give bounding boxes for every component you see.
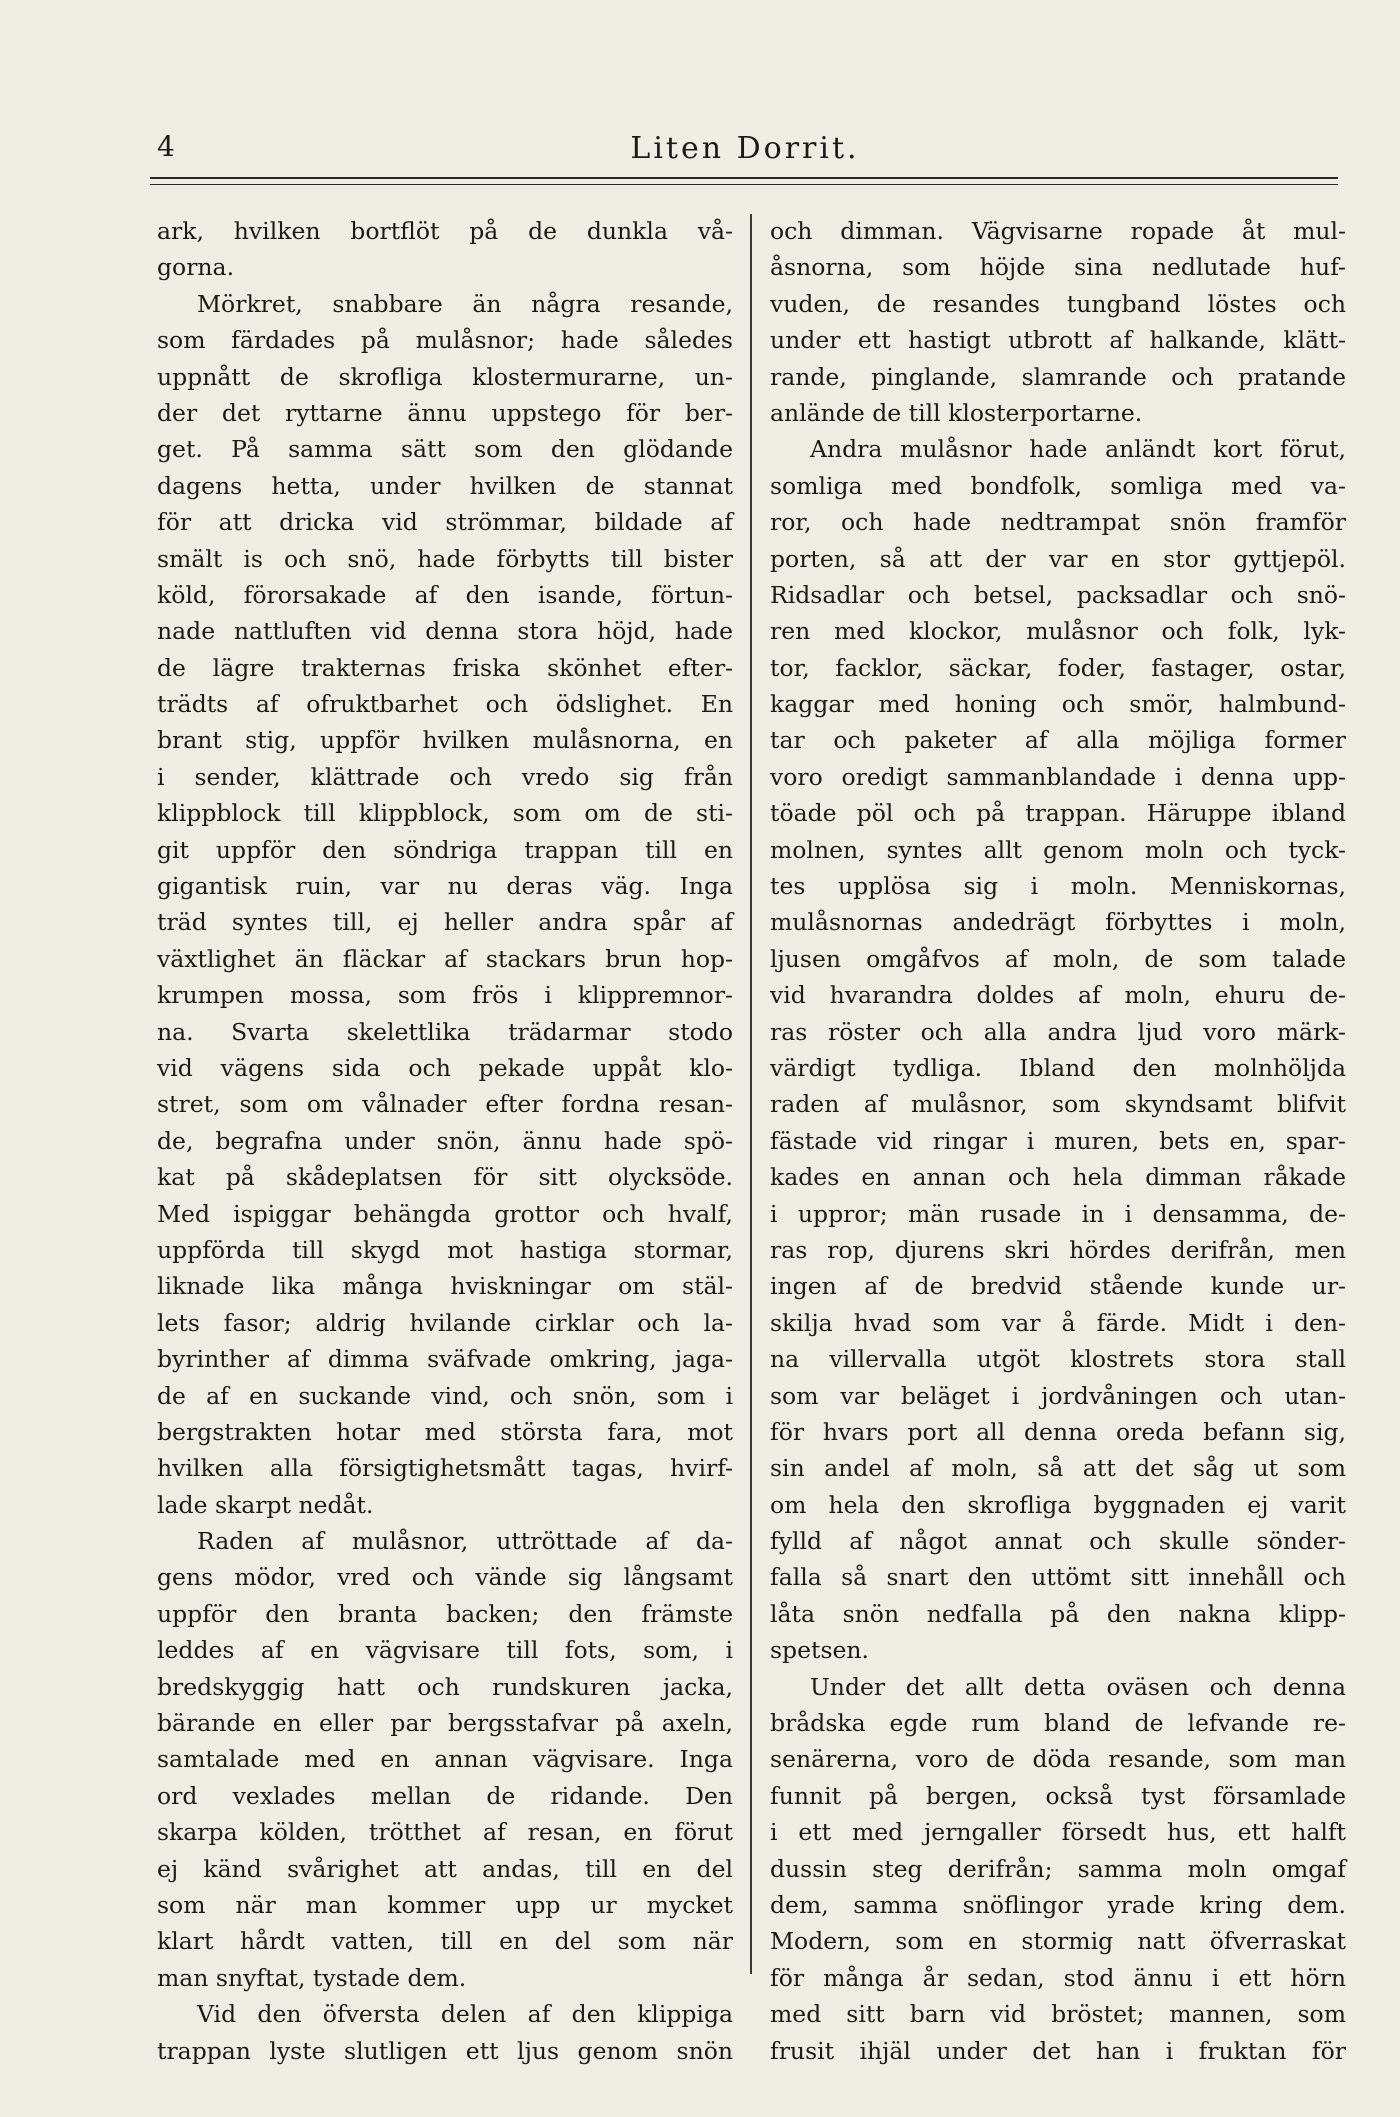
text-line: gens mödor, vred och vände sig långsamt [157, 1563, 733, 1592]
text-line: smält is och snö, hade förbytts till bister [157, 544, 733, 573]
text-line: om hela den skrofliga byggnaden ej varit [770, 1490, 1346, 1519]
text-line: skilja hvad som var å färde. Midt i den- [770, 1308, 1346, 1337]
text-line: köld, förorsakade af den isande, förtun- [157, 580, 733, 609]
text-line: för hvars port all denna oreda befann sig, [770, 1417, 1346, 1446]
text-line: som färdades på mulåsnor; hade således [157, 326, 733, 355]
text-line: de, begrafna under snön, ännu hade spö- [157, 1126, 733, 1155]
text-line: ren med klockor, mulåsnor och folk, lyk- [770, 617, 1346, 646]
text-line: töade pöl och på trappan. Häruppe ibland [770, 799, 1346, 828]
text-line: uppförda till skygd mot hastiga stormar, [157, 1235, 733, 1264]
text-line: vid vägens sida och pekade uppåt klo- [157, 1053, 733, 1082]
text-line: hvilken alla försigtighetsmått tagas, hvirf- [157, 1454, 733, 1483]
text-line: samtalade med en annan vägvisare. Inga [157, 1745, 733, 1774]
text-line: trappan lyste slutligen ett ljus genom snön [157, 2036, 733, 2065]
text-line: bredskyggig hatt och rundskuren jacka, [157, 1672, 733, 1701]
text-line: vuden, de resandes tungband löstes och [770, 289, 1346, 318]
text-line: molnen, syntes allt genom moln och tyck- [770, 835, 1346, 864]
text-line: brådska egde rum bland de lefvande re- [770, 1709, 1346, 1738]
text-line: ror, och hade nedtrampat snön framför [770, 508, 1346, 537]
text-line: gigantisk ruin, var nu deras väg. Inga [157, 872, 733, 901]
text-line: nade nattluften vid denna stora höjd, hade [157, 617, 733, 646]
text-line: ark, hvilken bortflöt på de dunkla vå- [157, 217, 733, 245]
text-line: ord vexlades mellan de ridande. Den [157, 1781, 733, 1810]
text-line: kat på skådeplatsen för sitt olycksöde. [157, 1163, 733, 1192]
text-line: Modern, som en stormig natt öfverraskat [770, 1927, 1346, 1956]
text-line: dussin steg derifrån; samma moln omgaf [770, 1854, 1346, 1883]
text-line: uppför den branta backen; den främste [157, 1599, 733, 1628]
text-line: med sitt barn vid bröstet; mannen, som [770, 2000, 1346, 2029]
text-line: get. På samma sätt som den glödande [157, 435, 733, 464]
text-line: voro oredigt sammanblandade i denna upp- [770, 762, 1346, 791]
text-line: stret, som om vålnader efter fordna resan- [157, 1090, 733, 1119]
text-line: fylld af något annat och skulle sönder- [770, 1527, 1346, 1556]
text-line: man snyftat, tystade dem. [157, 1963, 467, 1992]
text-line: bergstrakten hotar med största fara, mot [157, 1417, 733, 1446]
text-line: spetsen. [770, 1636, 870, 1665]
text-line: tor, facklor, säckar, foder, fastager, ostar, [770, 653, 1346, 682]
text-line: falla så snart den uttömt sitt innehåll och [770, 1563, 1346, 1592]
text-line: åsnorna, som höjde sina nedlutade huf- [770, 253, 1346, 282]
text-line: der det ryttarne ännu uppstego för ber- [157, 398, 733, 427]
running-title: Liten Dorrit. [630, 130, 860, 166]
text-line: rande, pinglande, slamrande och pratande [770, 362, 1346, 391]
text-line: Raden af mulåsnor, uttröttade af da- [197, 1527, 733, 1556]
text-line: sin andel af moln, så att det såg ut som [770, 1454, 1346, 1483]
text-line: Med ispiggar behängda grottor och hvalf, [157, 1199, 733, 1228]
text-line: dagens hetta, under hvilken de stannat [157, 471, 733, 500]
text-line: ras röster och alla andra ljud voro märk- [770, 1017, 1346, 1046]
right-text-column [770, 213, 1346, 2069]
text-line: bärande en eller par bergsstafvar på axeln, [157, 1709, 733, 1738]
text-line: i uppror; män rusade in i densamma, de- [770, 1199, 1346, 1228]
text-line: fästade vid ringar i muren, bets en, spar- [770, 1126, 1346, 1155]
text-line: Andra mulåsnor hade anländt kort förut, [810, 435, 1346, 464]
text-line: funnit på bergen, också tyst församlade [770, 1781, 1346, 1810]
text-line: senärerna, voro de döda resande, som man [770, 1745, 1346, 1774]
text-line: dem, samma snöflingor yrade kring dem. [770, 1890, 1346, 1919]
text-line: tes upplösa sig i moln. Menniskornas, [770, 872, 1346, 901]
text-line: som när man kommer upp ur mycket [157, 1890, 733, 1919]
text-line: och dimman. Vägvisarne ropade åt mul- [770, 217, 1346, 245]
text-line: uppnått de skrofliga klostermurarne, un- [157, 362, 733, 391]
text-line: brant stig, uppför hvilken mulåsnorna, en [157, 726, 733, 755]
text-line: kades en annan och hela dimman råkade [770, 1163, 1346, 1192]
text-line: de af en suckande vind, och snön, som i [157, 1381, 733, 1410]
text-line: lets fasor; aldrig hvilande cirklar och la- [157, 1308, 733, 1337]
text-line: kaggar med honing och smör, halmbund- [770, 690, 1346, 719]
text-line: växtlighet än fläckar af stackars brun hop- [157, 944, 733, 973]
text-line: frusit ihjäl under det han i fruktan för [770, 2036, 1346, 2065]
text-line: för att dricka vid strömmar, bildade af [157, 508, 733, 537]
text-line: Under det allt detta oväsen och denna [810, 1672, 1346, 1701]
text-line: ras rop, djurens skri hördes derifrån, men [770, 1235, 1346, 1264]
text-line: träd syntes till, ej heller andra spår af [157, 908, 733, 937]
header-rule-thin [150, 184, 1338, 185]
text-line: Vid den öfversta delen af den klippiga [197, 2000, 733, 2029]
text-line: raden af mulåsnor, som skyndsamt blifvit [770, 1090, 1346, 1119]
text-line: somliga med bondfolk, somliga med va- [770, 471, 1346, 500]
text-line: klart hårdt vatten, till en del som när [157, 1927, 733, 1956]
text-line: ljusen omgåfvos af moln, de som talade [770, 944, 1346, 973]
text-line: gorna. [157, 253, 235, 282]
text-line: för många år sedan, stod ännu i ett hörn [770, 1963, 1346, 1992]
text-line: vid hvarandra doldes af moln, ehuru de- [770, 981, 1346, 1010]
text-line: liknade lika många hviskningar om stäl- [157, 1272, 733, 1301]
text-line: i ett med jerngaller försedt hus, ett halft [770, 1818, 1346, 1847]
text-line: trädts af ofruktbarhet och ödslighet. En [157, 690, 733, 719]
text-line: Ridsadlar och betsel, packsadlar och snö- [770, 580, 1346, 609]
text-line: värdigt tydliga. Ibland den molnhöljda [770, 1053, 1346, 1082]
text-line: Mörkret, snabbare än några resande, [197, 289, 733, 318]
left-text-column [157, 213, 733, 2069]
text-line: krumpen mossa, som frös i klippremnor- [157, 981, 733, 1010]
text-line: under ett hastigt utbrott af halkande, klätt- [770, 326, 1346, 355]
text-line: leddes af en vägvisare till fots, som, i [157, 1636, 733, 1665]
header-rule-thick [150, 177, 1338, 179]
text-line: ingen af de bredvid stående kunde ur- [770, 1272, 1346, 1301]
text-line: mulåsnornas andedrägt förbyttes i moln, [770, 908, 1346, 937]
page-number: 4 [157, 130, 175, 163]
text-line: na. Svarta skelettlika trädarmar stodo [157, 1017, 733, 1046]
text-line: tar och paketer af alla möjliga former [770, 726, 1346, 755]
text-line: byrinther af dimma sväfvade omkring, jaga- [157, 1345, 733, 1374]
running-header [157, 118, 1333, 178]
text-line: i sender, klättrade och vredo sig från [157, 762, 733, 791]
text-line: lade skarpt nedåt. [157, 1490, 374, 1519]
text-line: som var beläget i jordvåningen och utan- [770, 1381, 1346, 1410]
text-line: na villervalla utgöt klostrets stora stall [770, 1345, 1346, 1374]
text-line: klippblock till klippblock, som om de sti- [157, 799, 733, 828]
text-line: git uppför den söndriga trappan till en [157, 835, 733, 864]
column-divider [750, 214, 752, 1974]
text-line: porten, så att der var en stor gyttjepöl. [770, 544, 1346, 573]
text-line: anlände de till klosterportarne. [770, 398, 1143, 427]
text-line: skarpa kölden, trötthet af resan, en förut [157, 1818, 733, 1847]
text-line: de lägre trakternas friska skönhet efter- [157, 653, 733, 682]
text-line: ej känd svårighet att andas, till en del [157, 1854, 733, 1883]
text-line: låta snön nedfalla på den nakna klipp- [770, 1599, 1346, 1628]
